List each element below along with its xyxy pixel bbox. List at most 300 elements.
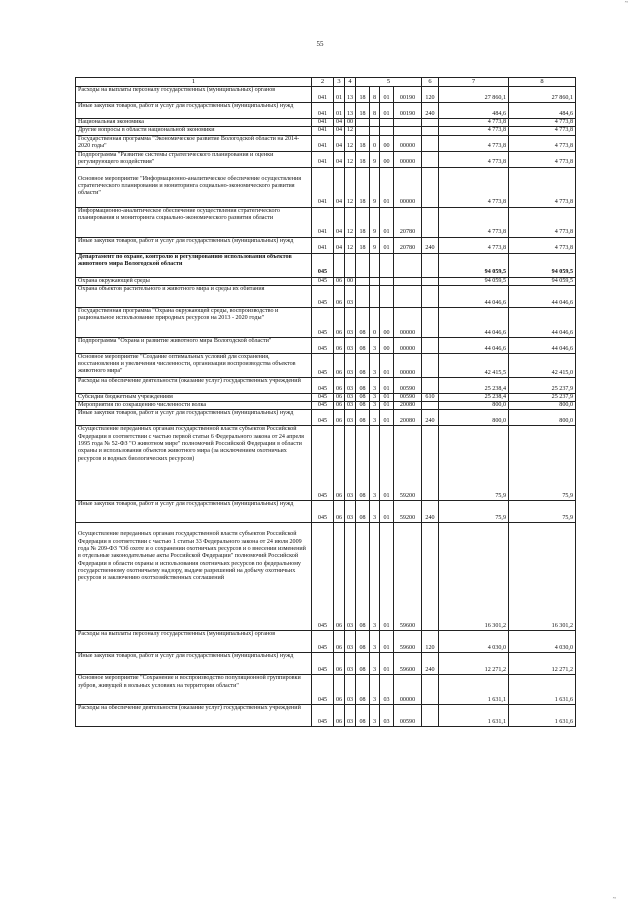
row-description: Государственная программа "Экономическое развитие Вологодской области на 2014-2020 годы" xyxy=(76,135,312,151)
cell-c5a: 18 xyxy=(356,237,370,253)
cell-c2: 045 xyxy=(312,377,334,393)
cell-c5c: 01 xyxy=(380,353,394,377)
table-row xyxy=(76,277,576,285)
cell-c6 xyxy=(422,167,439,207)
cell-c4: 03 xyxy=(345,523,356,631)
cell-c5b xyxy=(370,127,380,135)
row-description: Расходы на выплаты персоналу государственных (муниципальных) органов xyxy=(76,631,312,653)
cell-c5b: 3 xyxy=(370,631,380,653)
row-description: Иные закупки товаров, работ и услуг для государственных (муниципальных) нужд xyxy=(76,410,312,426)
cell-c6 xyxy=(422,253,439,277)
cell-c8: 4 030,0 xyxy=(509,631,576,653)
cell-c4: 03 xyxy=(345,377,356,393)
cell-c5a: 18 xyxy=(356,135,370,151)
cell-c3: 04 xyxy=(334,167,345,207)
cell-c4: 03 xyxy=(345,426,356,501)
cell-c2: 045 xyxy=(312,337,334,353)
cell-c3: 04 xyxy=(334,207,345,237)
cell-c5a: 18 xyxy=(356,207,370,237)
table-header-row xyxy=(76,78,576,87)
cell-c7: 25 238,4 xyxy=(439,393,509,401)
cell-c5b: 0 xyxy=(370,135,380,151)
cell-c5c: 01 xyxy=(380,207,394,237)
cell-c5a: 18 xyxy=(356,151,370,167)
cell-c5b: 3 xyxy=(370,675,380,705)
cell-c2: 041 xyxy=(312,119,334,127)
row-description: Расходы на выплаты персоналу государственных (муниципальных) органов xyxy=(76,87,312,103)
cell-c8: 4 773,8 xyxy=(509,237,576,253)
cell-c4: 12 xyxy=(345,207,356,237)
cell-c5c: 01 xyxy=(380,87,394,103)
cell-c5c: 03 xyxy=(380,705,394,727)
cell-c8: 44 046,6 xyxy=(509,307,576,337)
cell-c6 xyxy=(422,127,439,135)
cell-c7: 4 773,8 xyxy=(439,135,509,151)
cell-c8: 44 046,6 xyxy=(509,285,576,307)
cell-c5a: 08 xyxy=(356,353,370,377)
cell-c5d: 20080 xyxy=(394,402,422,410)
cell-c8: 27 860,1 xyxy=(509,87,576,103)
cell-c5d: 00000 xyxy=(394,167,422,207)
cell-c7: 44 046,6 xyxy=(439,285,509,307)
cell-c8: 800,0 xyxy=(509,402,576,410)
cell-c5c: 01 xyxy=(380,501,394,523)
cell-c8: 4 773,8 xyxy=(509,119,576,127)
cell-c5a: 08 xyxy=(356,393,370,401)
cell-c7: 27 860,1 xyxy=(439,87,509,103)
cell-c8: 800,0 xyxy=(509,410,576,426)
cell-c5a: 18 xyxy=(356,167,370,207)
cell-c5c: 01 xyxy=(380,426,394,501)
cell-c6 xyxy=(422,277,439,285)
cell-c6: 610 xyxy=(422,393,439,401)
cell-c4: 12 xyxy=(345,237,356,253)
table-body xyxy=(76,87,576,727)
cell-c8: 4 773,8 xyxy=(509,167,576,207)
cell-c6: 240 xyxy=(422,103,439,119)
row-description: Государственная программа "Охрана окружающей среды, воспроизводство и рациональное использование природных ресурсов на 2013 - 2020 годы" xyxy=(76,307,312,337)
cell-c5a: 08 xyxy=(356,523,370,631)
cell-c7: 42 415,5 xyxy=(439,353,509,377)
row-description: Другие вопросы в области национальной экономики xyxy=(76,127,312,135)
table-row xyxy=(76,253,576,277)
cell-c5b: 9 xyxy=(370,151,380,167)
cell-c5d: 59200 xyxy=(394,426,422,501)
cell-c4: 03 xyxy=(345,307,356,337)
row-description: Мероприятия по сокращению численности волка xyxy=(76,402,312,410)
cell-c7: 4 773,8 xyxy=(439,237,509,253)
cell-c5a xyxy=(356,127,370,135)
cell-c5a xyxy=(356,119,370,127)
cell-c8: 94 059,5 xyxy=(509,277,576,285)
cell-c5a: 08 xyxy=(356,675,370,705)
cell-c2: 041 xyxy=(312,135,334,151)
cell-c5b: 3 xyxy=(370,377,380,393)
cell-c5d: 59600 xyxy=(394,631,422,653)
row-description: Подпрограмма "Развитие системы стратегического планирования и оценки регулирующего воздействия" xyxy=(76,151,312,167)
cell-c2: 045 xyxy=(312,653,334,675)
cell-c2: 041 xyxy=(312,237,334,253)
cell-c4: 03 xyxy=(345,410,356,426)
cell-c3 xyxy=(334,253,345,277)
cell-c7: 44 046,6 xyxy=(439,307,509,337)
row-description: Подпрограмма "Охрана и развитие животного мира Вологодской области" xyxy=(76,337,312,353)
row-description: Субсидии бюджетным учреждениям xyxy=(76,393,312,401)
cell-c5d xyxy=(394,253,422,277)
cell-c7: 16 301,2 xyxy=(439,523,509,631)
cell-c8: 484,6 xyxy=(509,103,576,119)
cell-c7: 1 631,1 xyxy=(439,705,509,727)
cell-c4: 12 xyxy=(345,167,356,207)
cell-c5a: 18 xyxy=(356,87,370,103)
row-description: Расходы на обеспечение деятельности (оказание услуг) государственных учреждений xyxy=(76,377,312,393)
cell-c5d xyxy=(394,277,422,285)
budget-table xyxy=(75,77,576,727)
cell-c7: 4 773,8 xyxy=(439,119,509,127)
cell-c3: 06 xyxy=(334,353,345,377)
cell-c6 xyxy=(422,337,439,353)
cell-c6: 120 xyxy=(422,631,439,653)
header-cell: 2 xyxy=(312,78,334,87)
cell-c2: 041 xyxy=(312,87,334,103)
cell-c6: 240 xyxy=(422,501,439,523)
cell-c5b: 8 xyxy=(370,87,380,103)
row-description: Основное мероприятие "Создание оптимальных условий для сохранения, восстановления и увеличения численности, организации воспроизводства объектов животного мира" xyxy=(76,353,312,377)
cell-c3: 06 xyxy=(334,337,345,353)
cell-c8: 44 046,6 xyxy=(509,337,576,353)
cell-c4: 03 xyxy=(345,337,356,353)
cell-c2: 041 xyxy=(312,151,334,167)
cell-c5d: 20080 xyxy=(394,410,422,426)
cell-c8: 42 415,0 xyxy=(509,353,576,377)
cell-c2: 041 xyxy=(312,103,334,119)
cell-c2: 045 xyxy=(312,523,334,631)
table-row xyxy=(76,307,576,337)
cell-c6: 240 xyxy=(422,410,439,426)
cell-c5d xyxy=(394,119,422,127)
cell-c5b: 9 xyxy=(370,167,380,207)
cell-c5d: 59600 xyxy=(394,653,422,675)
table-row xyxy=(76,410,576,426)
row-description: Департамент по охране, контролю и регулированию использования объектов животного мира Вологодской области xyxy=(76,253,312,277)
cell-c5c: 01 xyxy=(380,402,394,410)
cell-c8: 4 773,8 xyxy=(509,127,576,135)
row-description: Расходы на обеспечение деятельности (оказание услуг) государственных учреждений xyxy=(76,705,312,727)
cell-c7: 1 631,1 xyxy=(439,675,509,705)
header-cell: 6 xyxy=(422,78,439,87)
cell-c5d: 00190 xyxy=(394,87,422,103)
cell-c4: 03 xyxy=(345,501,356,523)
table-row xyxy=(76,127,576,135)
cell-c5c: 00 xyxy=(380,307,394,337)
cell-c7: 75,9 xyxy=(439,501,509,523)
cell-c5c: 00 xyxy=(380,135,394,151)
cell-c2: 045 xyxy=(312,426,334,501)
cell-c5c xyxy=(380,253,394,277)
cell-c5d: 00000 xyxy=(394,307,422,337)
cell-c5d: 20780 xyxy=(394,207,422,237)
cell-c3: 06 xyxy=(334,501,345,523)
page-number: 55 xyxy=(316,40,324,48)
cell-c5d: 00590 xyxy=(394,705,422,727)
table-row xyxy=(76,167,576,207)
header-cell: 5 xyxy=(356,78,422,87)
cell-c5c: 01 xyxy=(380,631,394,653)
cell-c5b: 0 xyxy=(370,307,380,337)
cell-c5b xyxy=(370,119,380,127)
table-row xyxy=(76,393,576,401)
table-row xyxy=(76,523,576,631)
cell-c5a: 08 xyxy=(356,402,370,410)
cell-c2: 045 xyxy=(312,705,334,727)
cell-c7: 12 271,2 xyxy=(439,653,509,675)
cell-c2: 045 xyxy=(312,307,334,337)
table-row xyxy=(76,426,576,501)
cell-c3: 04 xyxy=(334,119,345,127)
table-row xyxy=(76,87,576,103)
cell-c7: 4 030,0 xyxy=(439,631,509,653)
cell-c5b: 3 xyxy=(370,426,380,501)
cell-c5a xyxy=(356,253,370,277)
cell-c5d: 00000 xyxy=(394,135,422,151)
cell-c5d: 59600 xyxy=(394,523,422,631)
table-row xyxy=(76,705,576,727)
cell-c5c xyxy=(380,119,394,127)
cell-c5c: 01 xyxy=(380,167,394,207)
cell-c6 xyxy=(422,307,439,337)
table-row xyxy=(76,377,576,393)
cell-c8: 1 631,6 xyxy=(509,705,576,727)
cell-c6 xyxy=(422,353,439,377)
cell-c3: 06 xyxy=(334,653,345,675)
cell-c5a: 08 xyxy=(356,631,370,653)
cell-c7: 484,6 xyxy=(439,103,509,119)
cell-c5a: 08 xyxy=(356,501,370,523)
cell-c5d: 59200 xyxy=(394,501,422,523)
cell-c7: 4 773,8 xyxy=(439,127,509,135)
table-row xyxy=(76,207,576,237)
header-cell: 1 xyxy=(76,78,312,87)
cell-c3: 06 xyxy=(334,307,345,337)
row-description: Иные закупки товаров, работ и услуг для государственных (муниципальных) нужд xyxy=(76,237,312,253)
cell-c5c xyxy=(380,127,394,135)
table-row xyxy=(76,103,576,119)
row-description: Иные закупки товаров, работ и услуг для государственных (муниципальных) нужд xyxy=(76,103,312,119)
table-row xyxy=(76,337,576,353)
cell-c5c xyxy=(380,277,394,285)
cell-c5b: 9 xyxy=(370,207,380,237)
cell-c3: 06 xyxy=(334,410,345,426)
row-description: Основное мероприятие "Сохранение и воспроизводство популяционной группировки зубров, живущей в вольных условиях на территории области" xyxy=(76,675,312,705)
row-description: Охрана объектов растительного и животного мира и среды их обитания xyxy=(76,285,312,307)
cell-c5d: 00590 xyxy=(394,393,422,401)
header-cell: 3 xyxy=(334,78,345,87)
cell-c4: 12 xyxy=(345,127,356,135)
cell-c6 xyxy=(422,426,439,501)
cell-c5b: 3 xyxy=(370,353,380,377)
cell-c5a: 08 xyxy=(356,410,370,426)
cell-c3: 04 xyxy=(334,151,345,167)
table-row xyxy=(76,631,576,653)
table-row xyxy=(76,675,576,705)
cell-c3: 01 xyxy=(334,87,345,103)
cell-c8: 75,9 xyxy=(509,501,576,523)
cell-c5a: 08 xyxy=(356,307,370,337)
table-row xyxy=(76,285,576,307)
cell-c3: 06 xyxy=(334,523,345,631)
cell-c5b: 3 xyxy=(370,653,380,675)
cell-c6 xyxy=(422,119,439,127)
row-description: Осуществление переданных органам государственной власти субъектов Российской Федерации в соответствии с частью 1 статьи 33 Федерального закона от 24 июля 2009 года № 209-ФЗ "Об охоте и о сохранении охотничьих ресурсов и о внесении изменений в отдельные законодательные акты Российской Федерации" полномочий Российской Федерации в области охраны и использования охотничьих ресурсов по федеральному государственному охотничьему надзору, выдаче разрешений на добычу охотничьих ресурсов и заключению охотхозяйственных соглашений xyxy=(76,523,312,631)
bottom-corner-mark: ~ xyxy=(612,896,616,902)
cell-c7: 4 773,8 xyxy=(439,167,509,207)
cell-c2: 045 xyxy=(312,675,334,705)
cell-c7: 75,9 xyxy=(439,426,509,501)
cell-c4: 12 xyxy=(345,151,356,167)
cell-c2: 041 xyxy=(312,207,334,237)
cell-c5a xyxy=(356,277,370,285)
cell-c4: 03 xyxy=(345,353,356,377)
cell-c5b: 3 xyxy=(370,501,380,523)
cell-c5b xyxy=(370,277,380,285)
cell-c4: 03 xyxy=(345,393,356,401)
cell-c6 xyxy=(422,377,439,393)
cell-c3: 06 xyxy=(334,393,345,401)
cell-c5c xyxy=(380,285,394,307)
cell-c4: 03 xyxy=(345,653,356,675)
table-row xyxy=(76,402,576,410)
cell-c5b xyxy=(370,285,380,307)
cell-c8: 1 631,6 xyxy=(509,675,576,705)
cell-c3: 04 xyxy=(334,135,345,151)
cell-c6 xyxy=(422,675,439,705)
cell-c8: 12 271,2 xyxy=(509,653,576,675)
cell-c5d: 00000 xyxy=(394,151,422,167)
cell-c5c: 01 xyxy=(380,653,394,675)
cell-c5d: 00590 xyxy=(394,377,422,393)
cell-c6 xyxy=(422,135,439,151)
cell-c2: 045 xyxy=(312,393,334,401)
row-description: Основное мероприятие "Информационно-аналитическое обеспечение осуществления стратегического планирования и мониторинга социально-экономического развития области" xyxy=(76,167,312,207)
cell-c6 xyxy=(422,523,439,631)
cell-c2: 041 xyxy=(312,167,334,207)
cell-c5b: 9 xyxy=(370,237,380,253)
cell-c6 xyxy=(422,151,439,167)
cell-c5a: 08 xyxy=(356,377,370,393)
row-description: Национальная экономика xyxy=(76,119,312,127)
cell-c5d xyxy=(394,127,422,135)
cell-c4: 03 xyxy=(345,675,356,705)
cell-c8: 4 773,8 xyxy=(509,207,576,237)
cell-c2: 041 xyxy=(312,127,334,135)
cell-c8: 4 773,8 xyxy=(509,151,576,167)
cell-c8: 16 301,2 xyxy=(509,523,576,631)
table-row xyxy=(76,135,576,151)
cell-c5d: 20780 xyxy=(394,237,422,253)
cell-c5d: 00190 xyxy=(394,103,422,119)
cell-c4: 03 xyxy=(345,631,356,653)
cell-c5b: 3 xyxy=(370,402,380,410)
cell-c5b: 3 xyxy=(370,410,380,426)
row-description: Иные закупки товаров, работ и услуг для государственных (муниципальных) нужд xyxy=(76,653,312,675)
cell-c4: 13 xyxy=(345,87,356,103)
table-row xyxy=(76,237,576,253)
cell-c7: 94 059,5 xyxy=(439,253,509,277)
row-description: Охрана окружающей среды xyxy=(76,277,312,285)
cell-c5c: 03 xyxy=(380,675,394,705)
cell-c5c: 00 xyxy=(380,337,394,353)
cell-c7: 94 059,5 xyxy=(439,277,509,285)
cell-c2: 045 xyxy=(312,285,334,307)
cell-c5a: 08 xyxy=(356,426,370,501)
cell-c2: 045 xyxy=(312,253,334,277)
row-description: Иные закупки товаров, работ и услуг для государственных (муниципальных) нужд xyxy=(76,501,312,523)
cell-c5a: 18 xyxy=(356,103,370,119)
cell-c7: 800,0 xyxy=(439,410,509,426)
cell-c6: 240 xyxy=(422,653,439,675)
row-description: Информационно-аналитическое обеспечение осуществления стратегического планирования и мониторинга социально-экономического развития области xyxy=(76,207,312,237)
cell-c3: 06 xyxy=(334,426,345,501)
cell-c8: 94 059,5 xyxy=(509,253,576,277)
cell-c6 xyxy=(422,705,439,727)
cell-c5d: 00000 xyxy=(394,675,422,705)
cell-c3: 06 xyxy=(334,631,345,653)
cell-c5d xyxy=(394,285,422,307)
top-corner-mark: ~ xyxy=(624,0,628,6)
cell-c6: 240 xyxy=(422,237,439,253)
header-cell: 4 xyxy=(345,78,356,87)
cell-c4: 00 xyxy=(345,277,356,285)
cell-c4: 00 xyxy=(345,119,356,127)
cell-c5c: 00 xyxy=(380,151,394,167)
cell-c2: 045 xyxy=(312,410,334,426)
cell-c7: 4 773,8 xyxy=(439,207,509,237)
cell-c4: 03 xyxy=(345,402,356,410)
cell-c4: 12 xyxy=(345,135,356,151)
cell-c2: 045 xyxy=(312,353,334,377)
header-cell: 8 xyxy=(509,78,576,87)
cell-c2: 045 xyxy=(312,277,334,285)
cell-c6 xyxy=(422,207,439,237)
cell-c5a xyxy=(356,285,370,307)
cell-c5a: 08 xyxy=(356,337,370,353)
cell-c5c: 01 xyxy=(380,103,394,119)
cell-c3: 06 xyxy=(334,705,345,727)
cell-c5b: 3 xyxy=(370,523,380,631)
cell-c4: 13 xyxy=(345,103,356,119)
cell-c5b: 8 xyxy=(370,103,380,119)
cell-c3: 06 xyxy=(334,675,345,705)
cell-c8: 25 237,9 xyxy=(509,393,576,401)
cell-c3: 04 xyxy=(334,237,345,253)
cell-c5b: 3 xyxy=(370,705,380,727)
cell-c8: 25 237,9 xyxy=(509,377,576,393)
cell-c7: 800,0 xyxy=(439,402,509,410)
cell-c5a: 08 xyxy=(356,705,370,727)
cell-c3: 06 xyxy=(334,277,345,285)
cell-c7: 4 773,8 xyxy=(439,151,509,167)
cell-c6 xyxy=(422,285,439,307)
cell-c2: 045 xyxy=(312,402,334,410)
cell-c8: 4 773,8 xyxy=(509,135,576,151)
cell-c7: 25 238,4 xyxy=(439,377,509,393)
table-row xyxy=(76,353,576,377)
header-cell: 7 xyxy=(439,78,509,87)
cell-c8: 75,9 xyxy=(509,426,576,501)
cell-c3: 06 xyxy=(334,285,345,307)
table-row xyxy=(76,501,576,523)
cell-c4 xyxy=(345,253,356,277)
